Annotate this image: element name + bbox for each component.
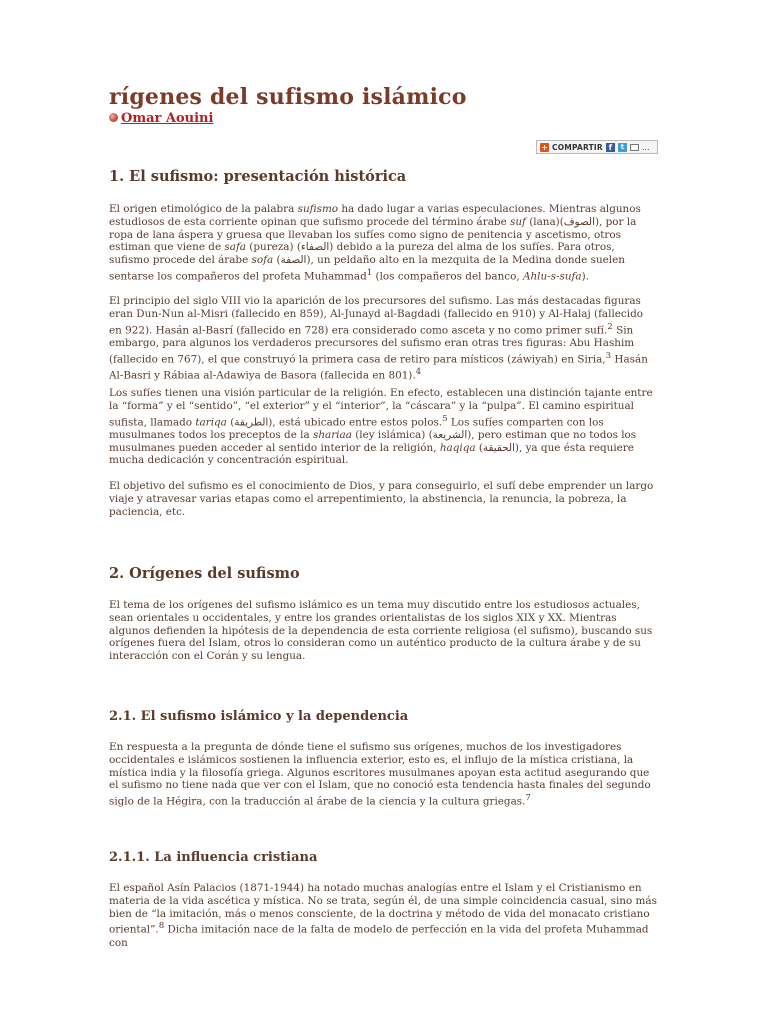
share-button[interactable] bbox=[536, 140, 658, 154]
facebook-icon[interactable]: f bbox=[606, 143, 615, 152]
twitter-icon[interactable]: t bbox=[618, 143, 627, 152]
section-heading-2: 2. Orígenes del sufismo bbox=[109, 565, 300, 582]
share-plus-icon: + bbox=[541, 142, 548, 152]
page-title: rígenes del sufismo islámico bbox=[109, 84, 467, 110]
paragraph-4: El objetivo del sufismo es el conocimiento de Dios, y para conseguirlo, el sufí debe emprender un largo viaje y atravesar varias etapas como el arrepentimiento, la abstinencia, la renuncia, la pobreza, la paciencia, etc. bbox=[109, 480, 654, 518]
paragraph-5: El tema de los orígenes del sufismo islámico es un tema muy discutido entre los estudiosos actuales, sean orientales u occidentales, y entre los grandes orientalistas de los siglos XIX y XX. Mientras algunos defienden la hipótesis de la dependencia de esta corriente religiosa (el sufismo), buscando sus orígenes fuera del Islam, otros lo consideran como un auténtico producto de la cultura árabe y de su interacción con el Corán y su lengua. bbox=[109, 599, 653, 663]
paragraph-1: El origen etimológico de la palabra sufismo ha dado lugar a varias especulaciones. Mientras algunos estudiosos de esta corriente opinan que sufismo procede del término árabe suf (lana)(الصوف), por la ropa de lana áspera y gruesa que llevaban los sufíes como signo de penitencia y ascetismo, otros estiman que viene de safa (pureza) (الصفاء) debido a la pureza del alma de los sufíes. Para otros, sufismo procede del árabe sofa (الصفة), un peldaño alto en la mezquita de la Medina donde suelen sentarse los compañeros del profeta Muhammad$^1$ (los compañeros del banco, Ahlu-s-sufa). bbox=[109, 203, 641, 283]
author-bullet-icon bbox=[109, 113, 118, 122]
share-more-icon[interactable]: ... bbox=[641, 142, 650, 152]
paragraph-2: El principio del siglo VIII vio la aparición de los precursores del sufismo. Las más destacadas figuras eran Dun-Nun al-Misri (fallecido en 859), Al-Junayd al-Bagdadi (fallecido en 910) y Al-Halaj (fallecido en 922). Hasán al-Basrí (fallecido en 728) era considerado como asceta y no como primer sufí.$^2$ Sin embargo, para algunos los verdaderos precursores del sufismo eran otras tres figuras: Abu Hashim (fallecido en 767), el que construyó la primera casa de retiro para místicos (záwiyah) en Siria,$^3$ Hasán Al-Basri y Rábiaa al-Adawiya de Basora (fallecida en 801).$^4$ bbox=[109, 295, 648, 382]
paragraph-3: Los sufíes tienen una visión particular de la religión. En efecto, establecen una distinción tajante entre la “forma” y el “sentido”, “el exterior” y el “interior”, la “cáscara” y la “pulpa”. El camino espiritual sufista, llamado tariqa (الطريقة), está ubicado entre estos polos.$^5$ Los sufíes comparten con los musulmanes todos los preceptos de la shariaa (ley islámica) (الشريعة), pero estiman que no todos los musulmanes pueden acceder al sentido interior de la religión, haqiqa (الحقيقة), ya que ésta requiere mucha dedicación y concentración espiritual. bbox=[109, 387, 653, 467]
section-heading-1: 1. El sufismo: presentación histórica bbox=[109, 168, 407, 185]
author-link[interactable]: Omar Aouini bbox=[121, 111, 214, 126]
email-icon[interactable] bbox=[630, 144, 639, 151]
paragraph-7: El español Asín Palacios (1871-1944) ha notado muchas analogías entre el Islam y el Cristianismo en materia de la vida ascética y mística. No se trata, según él, de una simple coincidencia casual, sino más bien de “la imitación, más o menos consciente, de la doctrina y método de vida del monacato cristiano oriental”.$^8$ Dicha imitación nace de la falta de modelo de perfección en la vida del profeta Muhammad con bbox=[109, 882, 657, 949]
share-label: COMPARTIR bbox=[552, 142, 603, 152]
section-heading-2-1-1: 2.1.1. La influencia cristiana bbox=[109, 850, 318, 865]
paragraph-6: En respuesta a la pregunta de dónde tiene el sufismo sus orígenes, muchos de los investigadores occidentales e islámicos sostienen la influencia exterior, esto es, el influjo de la mística cristiana, la mística india y la filosofía griega. Algunos escritores musulmanes apoyan esta actitud asegurando que el sufismo no tiene nada que ver con el Islam, que no conoció esta tendencia hasta finales del segundo siglo de la Hégira, con la traducción al árabe de la ciencia y la cultura griegas.$^7$ bbox=[109, 741, 651, 808]
author-line bbox=[109, 111, 213, 126]
section-heading-2-1: 2.1. El sufismo islámico y la dependencia bbox=[109, 709, 409, 724]
